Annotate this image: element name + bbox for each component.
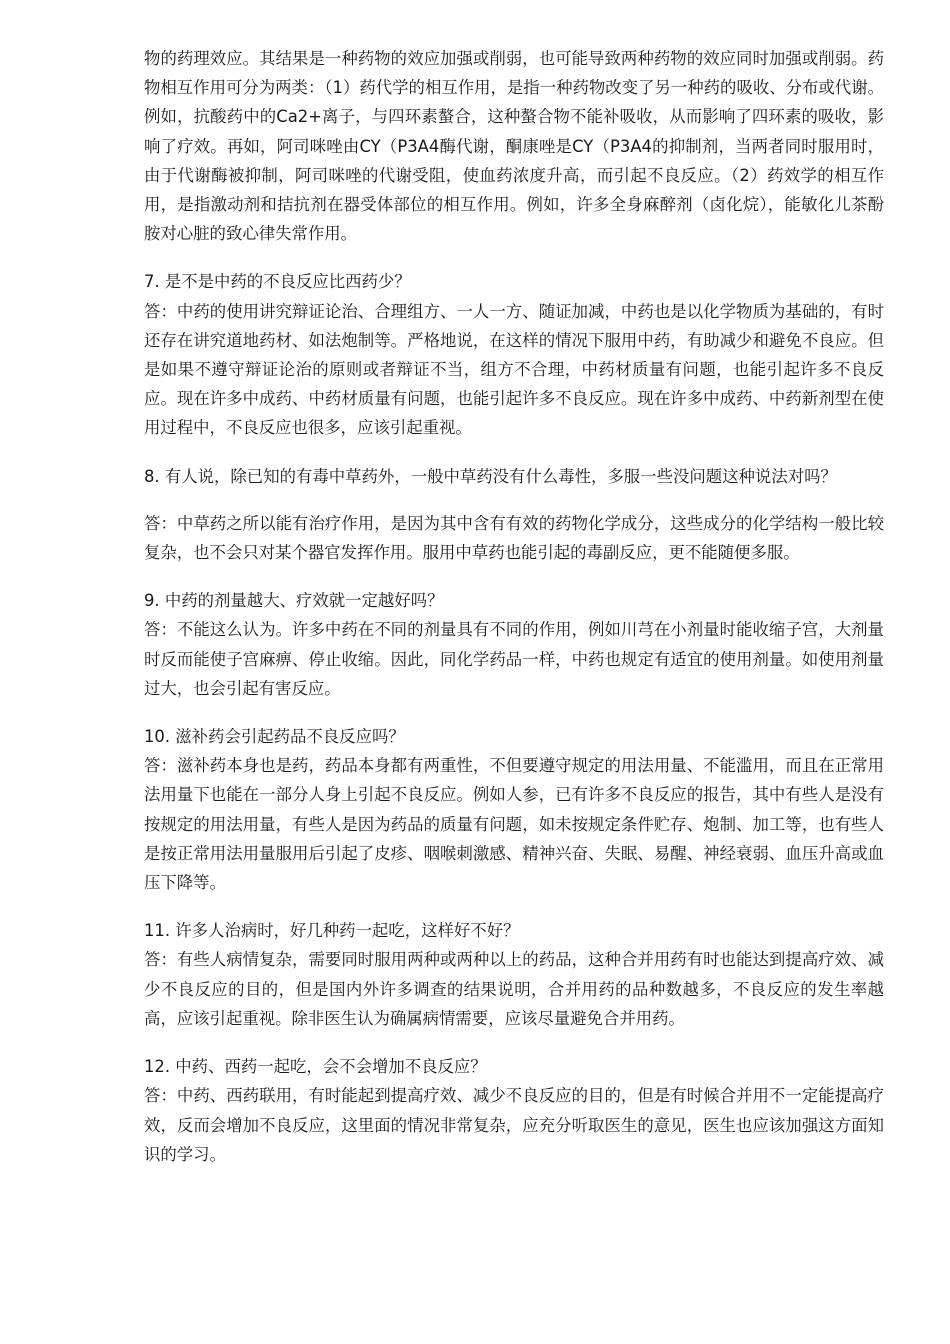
answer-10: 答：滋补药本身也是药，药品本身都有两重性，不但要遵守规定的用法用量、不能滥用，而且在正常用法用量下也能在一部分人身上引起不良反应。例如人参，已有许多不良反应的报告，其中有些人是没有按规定的用法用量，有些人是因为药品的质量有问题，如未按规定条件贮存、炮制、加工等，也有些人是按正常用法用量服用后引起了皮疹、咽喉刺激感、精神兴奋、失眠、易醒、神经衰弱、血压升高或血压下降等。 bbox=[144, 756, 884, 893]
question-10: 10. 滋补药会引起药品不良反应吗？ bbox=[144, 727, 405, 747]
question-7: 7. 是不是中药的不良反应比西药少？ bbox=[144, 272, 411, 292]
intro-paragraph-block bbox=[144, 44, 884, 248]
qa-item-11 bbox=[144, 916, 884, 1033]
answer-7: 答：中药的使用讲究辩证论治、合理组方、一人一方、随证加减，中药也是以化学物质为基础的，有时还存在讲究道地药材、如法炮制等。严格地说，在这样的情况下服用中药，有助减少和避免不良应。但是如果不遵守辩证论治的原则或者辩证不当，组方不合理，中药材质量有问题，也能引起许多不良反应。现在许多中成药、中药材质量有问题，也能引起许多不良反应。现在许多中成药、中药新剂型在使用过程中，不良反应也很多，应该引起重视。 bbox=[144, 301, 884, 438]
question-12: 12. 中药、西药一起吃，会不会增加不良反应？ bbox=[144, 1057, 487, 1077]
document-page bbox=[144, 44, 884, 1188]
qa-item-7 bbox=[144, 267, 884, 442]
answer-12: 答：中药、西药联用，有时能起到提高疗效、减少不良反应的目的，但是有时候合并用不一定能提高疗效，反而会增加不良反应，这里面的情况非常复杂，应充分听取医生的意见，医生也应该加强这方面知识的学习。 bbox=[144, 1086, 884, 1164]
qa-item-8 bbox=[144, 462, 884, 568]
answer-8: 答：中草药之所以能有治疗作用，是因为其中含有有效的药物化学成分，这些成分的化学结构一般比较复杂，也不会只对某个器官发挥作用。服用中草药也能引起的毒副反应，更不能随便多服。 bbox=[144, 513, 884, 563]
answer-9: 答：不能这么认为。许多中药在不同的剂量具有不同的作用，例如川芎在小剂量时能收缩子宫，大剂量时反而能使子宫麻痹、停止收缩。因此，同化学药品一样，中药也规定有适宜的使用剂量。如使用剂量过大，也会引起有害反应。 bbox=[144, 620, 884, 698]
question-8: 8. 有人说，除已知的有毒中草药外，一般中草药没有什么毒性，多服一些没问题这种说法对吗？ bbox=[144, 466, 837, 486]
answer-11: 答：有些人病情复杂，需要同时服用两种或两种以上的药品，这种合并用药有时也能达到提高疗效、减少不良反应的目的，但是国内外许多调查的结果说明，合并用药的品种数越多，不良反应的发生率越高，应该引起重视。除非医生认为确属病情需要，应该尽量避免合并用药。 bbox=[144, 950, 884, 1028]
qa-item-10 bbox=[144, 722, 884, 897]
intro-paragraph: 物的药理效应。其结果是一种药物的效应加强或削弱，也可能导致两种药物的效应同时加强或削弱。药物相互作用可分为两类：（1）药代学的相互作用，是指一种药物改变了另一种药的吸收、分布或代谢。例如，抗酸药中的Ca2+离子，与四环素螯合，这种螯合物不能补吸收，从而影响了四环素的吸收，影响了疗效。再如，阿司咪唑由CY（P3A4酶代谢，酮康唑是CY（P3A4的抑制剂，当两者同时服用时，由于代谢酶被抑制，阿司咪唑的代谢受阻，使血药浓度升高，而引起不良反应。（2）药效学的相互作用，是指激动剂和拮抗剂在器受体部位的相互作用。例如，许多全身麻醉剂（卤化烷），能敏化儿茶酚胺对心脏的致心律失常作用。 bbox=[144, 49, 884, 244]
question-9: 9. 中药的剂量越大、疗效就一定越好吗？ bbox=[144, 591, 444, 611]
qa-item-12 bbox=[144, 1052, 884, 1169]
question-11: 11. 许多人治病时，好几种药一起吃，这样好不好？ bbox=[144, 921, 520, 941]
qa-item-9 bbox=[144, 586, 884, 703]
